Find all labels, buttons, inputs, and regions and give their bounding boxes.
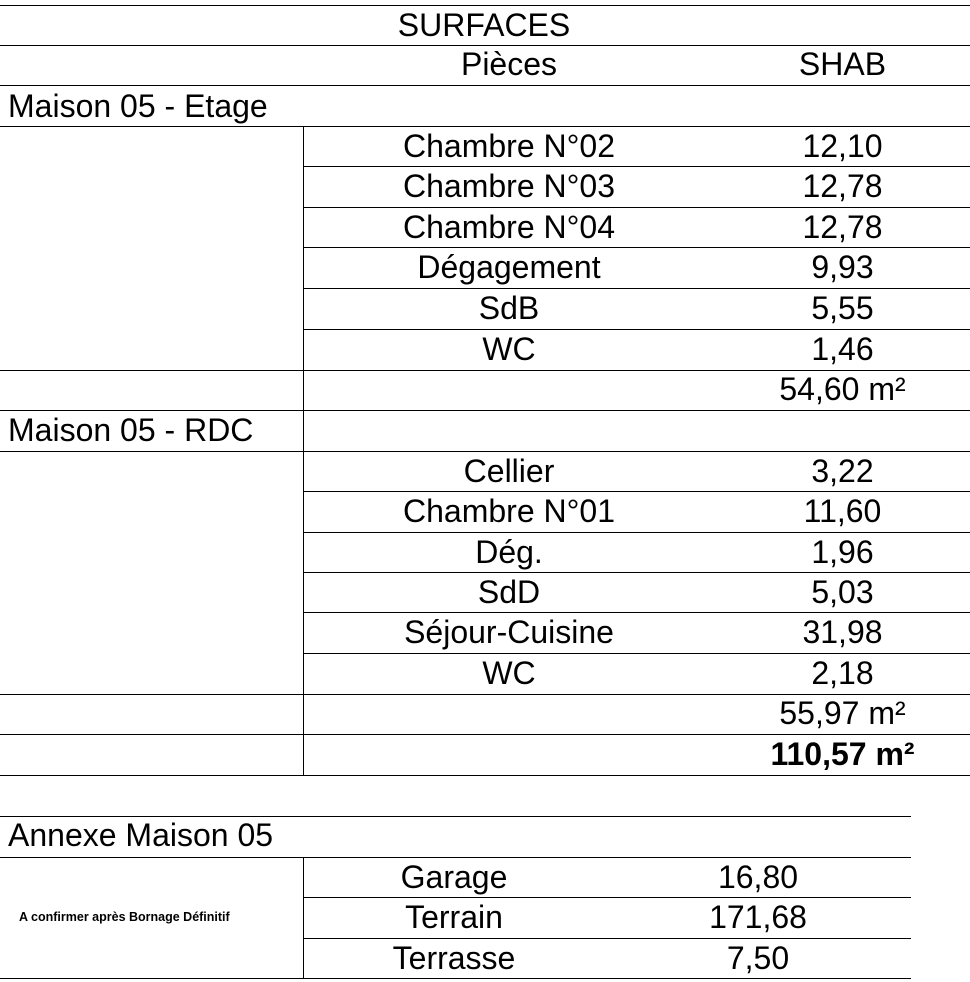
room-name: Chambre N°04 — [403, 209, 615, 245]
room-area: 12,78 — [802, 168, 883, 204]
annexe-room-name: Garage — [400, 859, 508, 895]
annexe-room-area: 7,50 — [726, 940, 790, 976]
room-name: WC — [482, 655, 536, 691]
room-name: Dégagement — [417, 249, 601, 285]
room-area: 12,10 — [802, 128, 883, 164]
header-pieces: Pièces — [460, 46, 558, 82]
room-name: SdB — [478, 290, 540, 326]
annexe-title: Annexe Maison 05 — [8, 817, 274, 853]
room-name: Séjour-Cuisine — [404, 614, 614, 650]
room-area: 5,03 — [811, 574, 874, 610]
room-area: 31,98 — [802, 614, 883, 650]
rule — [0, 978, 911, 979]
room-name: Cellier — [463, 453, 555, 489]
room-name: Chambre N°02 — [403, 128, 615, 164]
subtotal-etage: 54,60 m² — [779, 371, 906, 407]
room-area: 5,55 — [811, 290, 874, 326]
room-area: 9,93 — [811, 249, 874, 285]
room-name: Chambre N°01 — [403, 493, 615, 529]
room-area: 3,22 — [811, 453, 874, 489]
room-area: 1,46 — [811, 331, 874, 367]
section-title-rdc: Maison 05 - RDC — [8, 412, 254, 448]
annexe-room-name: Terrain — [405, 899, 503, 935]
annexe-room-area: 16,80 — [717, 859, 799, 895]
room-area: 12,78 — [802, 209, 883, 245]
room-area: 1,96 — [811, 534, 874, 570]
rule — [0, 775, 970, 776]
table-title: SURFACES — [397, 7, 571, 43]
annexe-note: A confirmer après Bornage Définitif — [19, 910, 230, 924]
room-name: SdD — [477, 574, 541, 610]
section-title-etage: Maison 05 - Etage — [8, 88, 268, 124]
room-name: Chambre N°03 — [403, 168, 615, 204]
subtotal-rdc: 55,97 m² — [779, 695, 906, 731]
room-area: 2,18 — [811, 655, 874, 691]
annexe-room-name: Terrasse — [392, 940, 516, 976]
room-name: Dég. — [475, 534, 543, 570]
annexe-room-area: 171,68 — [709, 899, 807, 935]
room-area: 11,60 — [803, 493, 882, 529]
room-name: WC — [482, 331, 536, 367]
grand-total: 110,57 m² — [770, 736, 915, 772]
header-shab: SHAB — [798, 46, 887, 82]
